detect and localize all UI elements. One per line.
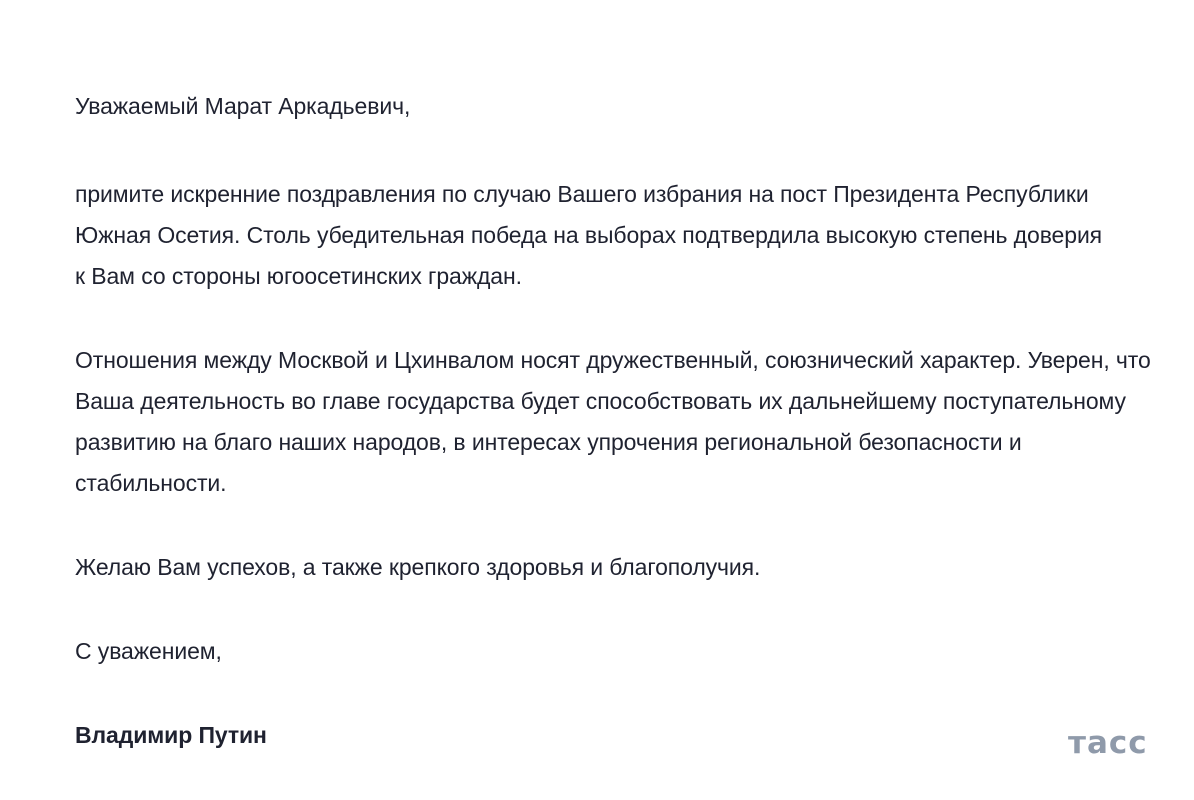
letter-greeting: Уважаемый Марат Аркадьевич,	[75, 93, 411, 119]
letter-signature: Владимир Путин	[75, 722, 267, 748]
letter-paragraph-relations: Отношения между Москвой и Цхинвалом носят дружественный, союзнический характер. Уверен, что Ваша деятельность во главе государства будет способствовать их дальнейшему поступательному развитию на благо наших народов, в интересах упрочения региональной безопасности и стабильности.	[75, 347, 1151, 496]
letter-body	[75, 86, 1175, 756]
letter-wish: Желаю Вам успехов, а также крепкого здоровья и благополучия.	[75, 554, 761, 580]
tass-logo	[1068, 722, 1160, 762]
letter-closing: С уважением,	[75, 638, 222, 664]
letter-paragraph-congratulations: примите искренние поздравления по случаю Вашего избрания на пост Президента Республики Южная Осетия. Столь убедительная победа на выборах подтвердила высокую степень доверия к Вам со стороны югоосетинских граждан.	[75, 181, 1103, 289]
tass-logo-text: тасс	[1068, 725, 1148, 761]
